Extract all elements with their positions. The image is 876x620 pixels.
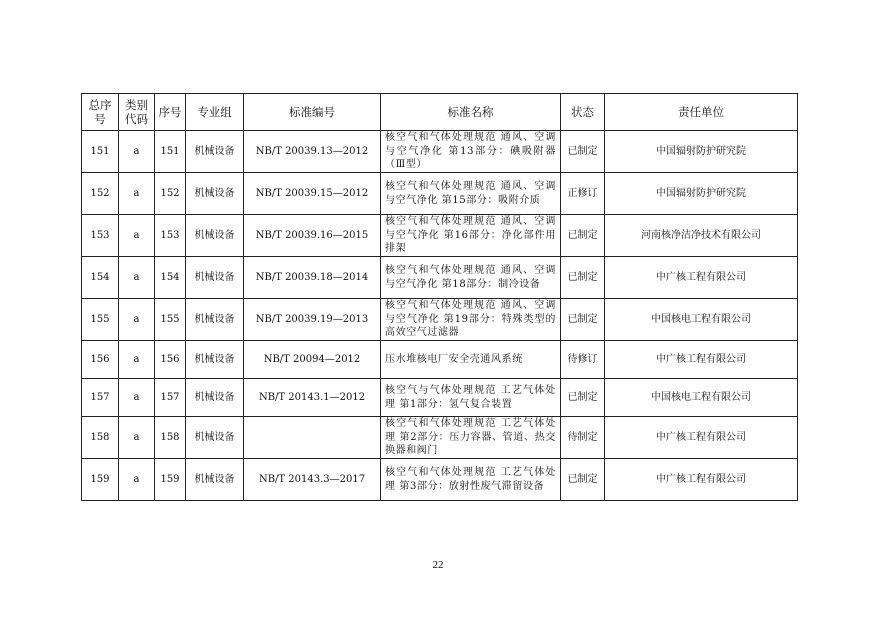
table-row <box>82 131 798 173</box>
table-row <box>82 215 798 257</box>
total-seq-cell: 153 <box>82 215 119 257</box>
status-cell: 已制定 <box>561 299 605 341</box>
status-cell: 待修订 <box>561 341 605 379</box>
specialty-group-cell: 机械设备 <box>186 131 244 173</box>
category-code-cell: a <box>119 379 155 417</box>
status-cell: 已制定 <box>561 459 605 501</box>
standard-name-cell: 核空气和气体处理规范 通风、空调与空气净化 第13部分：碘吸附器（Ⅲ型） <box>381 131 561 173</box>
standard-name-cell: 核空气和气体处理规范 通风、空调与空气净化 第16部分：净化部件用排架 <box>381 215 561 257</box>
category-code-cell: a <box>119 341 155 379</box>
specialty-group-cell: 机械设备 <box>186 299 244 341</box>
standard-name-cell: 核空气和气体处理规范 工艺气体处理 第2部分：压力容器、管道、热交换器和阀门 <box>381 417 561 459</box>
seq-cell: 153 <box>155 215 186 257</box>
seq-cell: 152 <box>155 173 186 215</box>
header-row <box>82 94 798 131</box>
total-seq-cell: 159 <box>82 459 119 501</box>
seq-cell: 154 <box>155 257 186 299</box>
status-cell: 已制定 <box>561 257 605 299</box>
standard-code-cell: NB/T 20039.18—2014 <box>244 257 381 299</box>
total-seq-cell: 158 <box>82 417 119 459</box>
total-seq-cell: 155 <box>82 299 119 341</box>
table-row <box>82 417 798 459</box>
standards-table <box>81 93 798 501</box>
responsible-unit-cell: 中国辐射防护研究院 <box>605 173 798 215</box>
responsible-unit-cell: 中广核工程有限公司 <box>605 417 798 459</box>
responsible-unit-cell: 河南核净洁净技术有限公司 <box>605 215 798 257</box>
specialty-group-cell: 机械设备 <box>186 257 244 299</box>
table-row <box>82 459 798 501</box>
standard-name-cell: 核空气和气体处理规范 工艺气体处理 第3部分：放射性废气滞留设备 <box>381 459 561 501</box>
page-number: 22 <box>432 559 444 571</box>
table-row <box>82 299 798 341</box>
category-code-cell: a <box>119 299 155 341</box>
total-seq-cell: 151 <box>82 131 119 173</box>
table-row <box>82 341 798 379</box>
status-cell: 已制定 <box>561 379 605 417</box>
standard-code-cell: NB/T 20094—2012 <box>244 341 381 379</box>
header-seq: 序号 <box>155 94 186 131</box>
specialty-group-cell: 机械设备 <box>186 459 244 501</box>
table-row <box>82 257 798 299</box>
responsible-unit-cell: 中国核电工程有限公司 <box>605 379 798 417</box>
category-code-cell: a <box>119 459 155 501</box>
header-total-seq: 总序号 <box>82 94 119 131</box>
header-standard-name: 标准名称 <box>381 94 561 131</box>
total-seq-cell: 156 <box>82 341 119 379</box>
category-code-cell: a <box>119 131 155 173</box>
standard-name-cell: 核空气与气体处理规范 工艺气体处理 第1部分：氢气复合装置 <box>381 379 561 417</box>
standard-code-cell: NB/T 20039.16—2015 <box>244 215 381 257</box>
category-code-cell: a <box>119 257 155 299</box>
responsible-unit-cell: 中广核工程有限公司 <box>605 341 798 379</box>
responsible-unit-cell: 中广核工程有限公司 <box>605 257 798 299</box>
seq-cell: 156 <box>155 341 186 379</box>
standard-code-cell: NB/T 20039.13—2012 <box>244 131 381 173</box>
table-row <box>82 379 798 417</box>
status-cell: 已制定 <box>561 131 605 173</box>
table-body <box>82 131 798 501</box>
specialty-group-cell: 机械设备 <box>186 173 244 215</box>
table-row <box>82 173 798 215</box>
specialty-group-cell: 机械设备 <box>186 379 244 417</box>
category-code-cell: a <box>119 417 155 459</box>
category-code-cell: a <box>119 173 155 215</box>
header-responsible-unit: 责任单位 <box>605 94 798 131</box>
status-cell: 正修订 <box>561 173 605 215</box>
seq-cell: 157 <box>155 379 186 417</box>
standard-name-cell: 核空气和气体处理规范 通风、空调与空气净化 第15部分：吸附介质 <box>381 173 561 215</box>
seq-cell: 155 <box>155 299 186 341</box>
seq-cell: 159 <box>155 459 186 501</box>
specialty-group-cell: 机械设备 <box>186 215 244 257</box>
header-status: 状态 <box>561 94 605 131</box>
standard-code-cell: NB/T 20039.19—2013 <box>244 299 381 341</box>
responsible-unit-cell: 中国辐射防护研究院 <box>605 131 798 173</box>
category-code-cell: a <box>119 215 155 257</box>
status-cell: 待制定 <box>561 417 605 459</box>
status-cell: 已制定 <box>561 215 605 257</box>
total-seq-cell: 157 <box>82 379 119 417</box>
total-seq-cell: 152 <box>82 173 119 215</box>
standard-name-cell: 核空气和气体处理规范 通风、空调与空气净化 第18部分：制冷设备 <box>381 257 561 299</box>
standard-code-cell: NB/T 20143.1—2012 <box>244 379 381 417</box>
standard-name-cell: 压水堆核电厂安全壳通风系统 <box>381 341 561 379</box>
standard-name-cell: 核空气和气体处理规范 通风、空调与空气净化 第19部分：特殊类型的高效空气过滤器 <box>381 299 561 341</box>
standard-code-cell: NB/T 20039.15—2012 <box>244 173 381 215</box>
header-specialty-group: 专业组 <box>186 94 244 131</box>
responsible-unit-cell: 中国核电工程有限公司 <box>605 299 798 341</box>
header-category-code: 类别代码 <box>119 94 155 131</box>
responsible-unit-cell: 中广核工程有限公司 <box>605 459 798 501</box>
seq-cell: 151 <box>155 131 186 173</box>
total-seq-cell: 154 <box>82 257 119 299</box>
header-standard-code: 标准编号 <box>244 94 381 131</box>
specialty-group-cell: 机械设备 <box>186 417 244 459</box>
seq-cell: 158 <box>155 417 186 459</box>
specialty-group-cell: 机械设备 <box>186 341 244 379</box>
standard-code-cell: NB/T 20143.3—2017 <box>244 459 381 501</box>
standard-code-cell <box>244 417 381 459</box>
